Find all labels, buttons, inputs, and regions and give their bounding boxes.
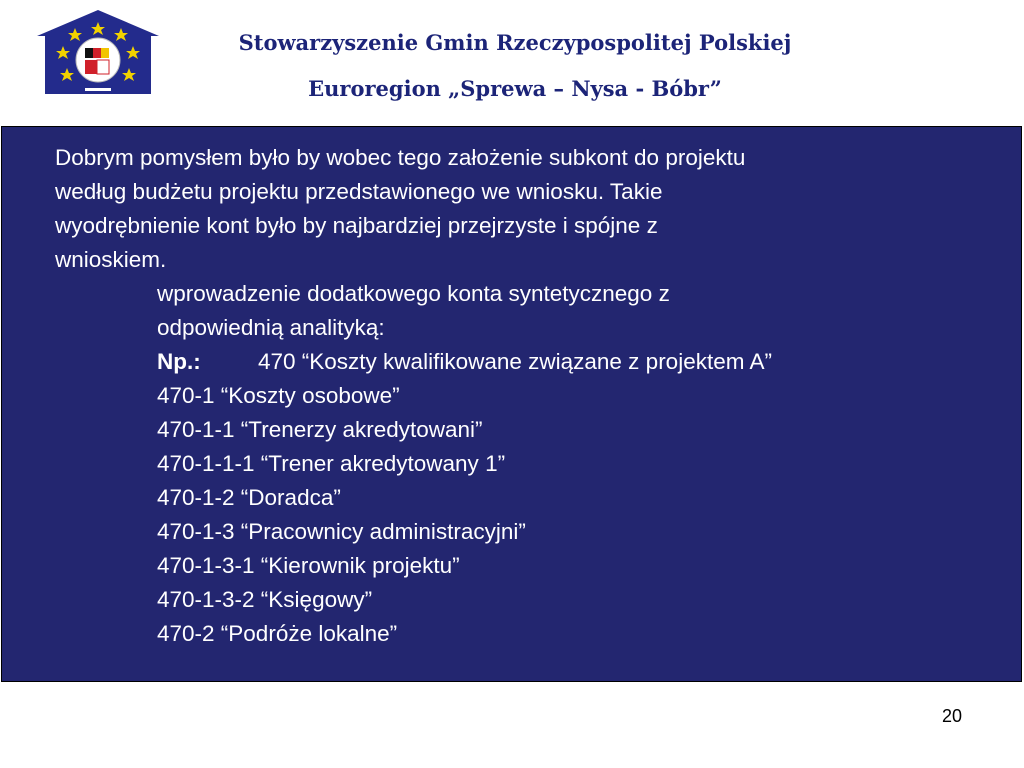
intro-line: wnioskiem. [55, 247, 167, 272]
example-label: Np.: [157, 349, 201, 374]
example-value: 470 “Koszty kwalifikowane związane z projektem A” [258, 349, 772, 374]
indent-line: odpowiednią analityką: [157, 315, 385, 340]
intro-paragraph [55, 141, 955, 277]
account-item: 470-1-3-2 “Księgowy” [157, 587, 373, 612]
intro-line: według budżetu projektu przedstawionego we wniosku. Takie [55, 179, 663, 204]
intro-line: Dobrym pomysłem było by wobec tego założenie subkont do projektu [55, 145, 746, 170]
account-item: 470-1-3-1 “Kierownik projektu” [157, 553, 460, 578]
example-line [157, 345, 772, 379]
account-item: 470-2 “Podróże lokalne” [157, 621, 398, 646]
account-item: 470-1-2 “Doradca” [157, 485, 341, 510]
account-item: 470-1 “Koszty osobowe” [157, 383, 400, 408]
account-item: 470-1-1 “Trenerzy akredytowani” [157, 417, 483, 442]
account-item: 470-1-3 “Pracownicy administracyjni” [157, 519, 526, 544]
page-number: 20 [941, 706, 962, 726]
indent-line: wprowadzenie dodatkowego konta syntetycznego z [157, 281, 670, 306]
slide-header [0, 0, 1024, 126]
header-title-line2: Euroregion „Sprewa – Nysa - Bóbr” [308, 76, 722, 101]
header-title-line1: Stowarzyszenie Gmin Rzeczypospolitej Polskiej [238, 30, 792, 55]
euroregion-logo-icon [33, 8, 163, 98]
intro-line: wyodrębnienie kont było by najbardziej przejrzyste i spójne z [55, 213, 658, 238]
account-item: 470-1-1-1 “Trener akredytowany 1” [157, 451, 506, 476]
